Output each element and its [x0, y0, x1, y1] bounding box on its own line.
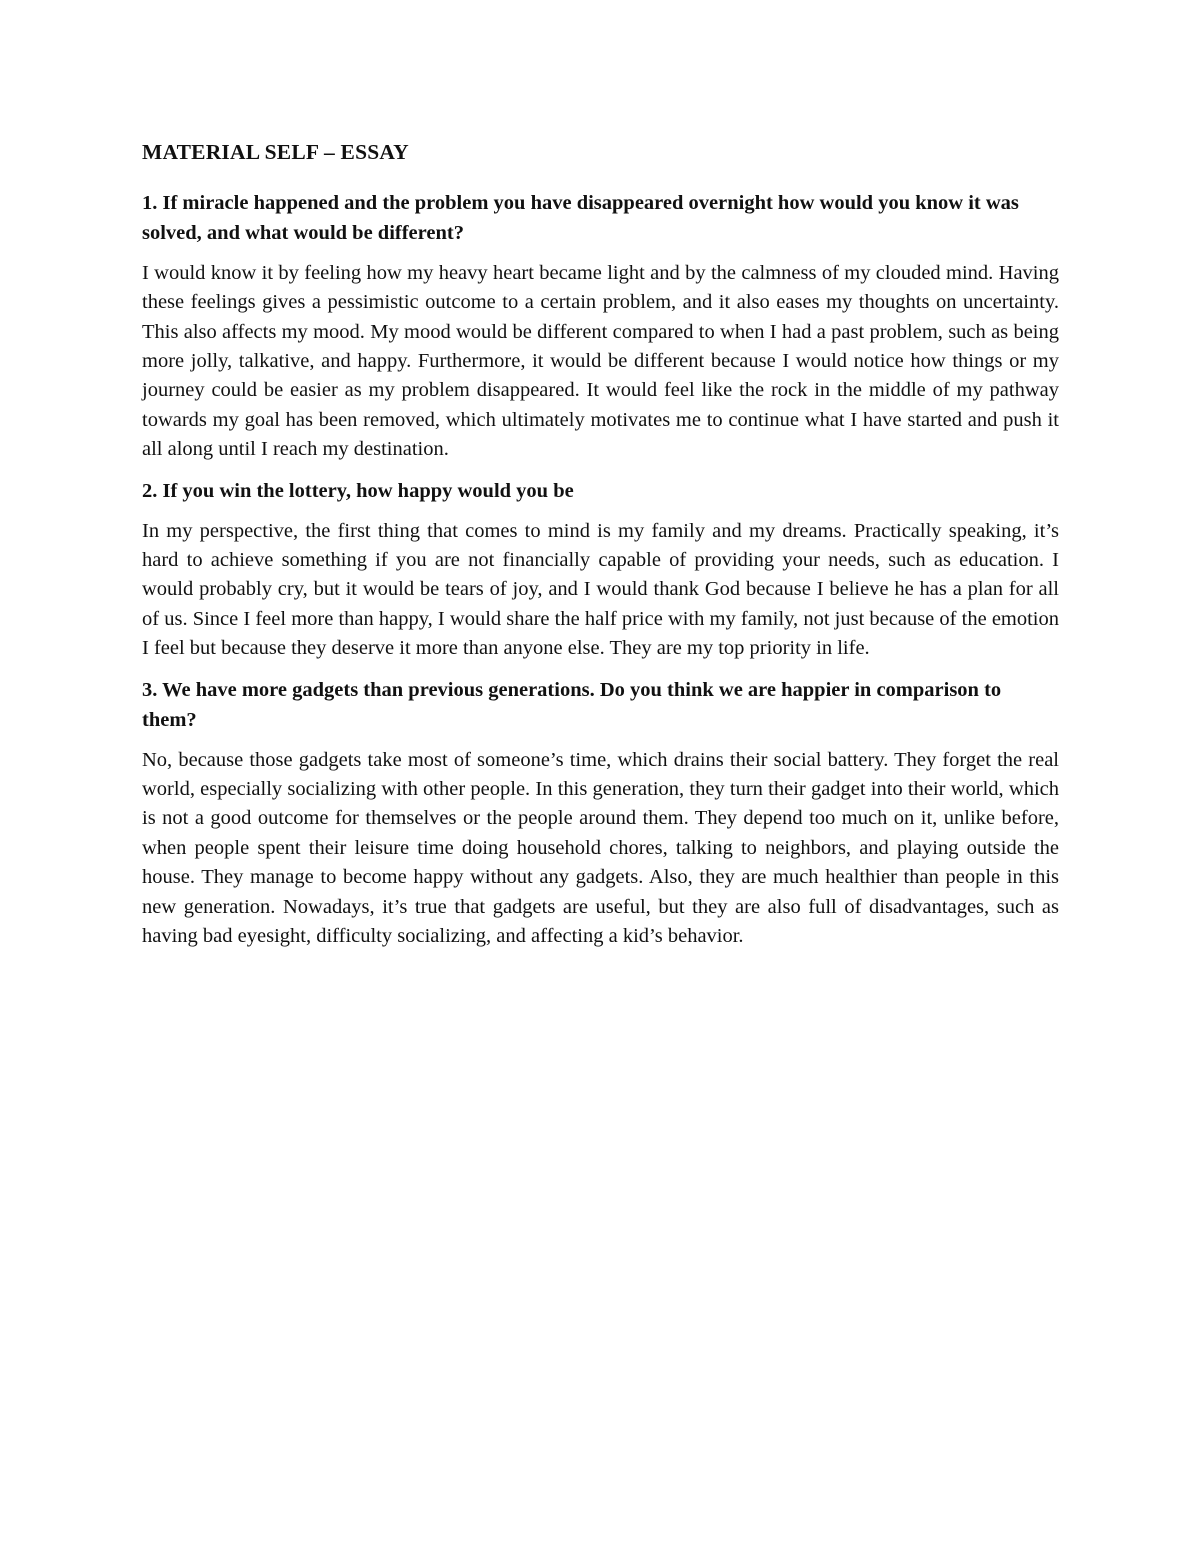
question-2: 2. If you win the lottery, how happy would you be — [142, 479, 574, 502]
answer-2: In my perspective, the first thing that comes to mind is my family and my dreams. Practically speaking, it’s hard to achieve something if you are not financially capable of providing your needs, such as education. I would probably cry, but it would be tears of joy, and I would thank God because I believe he has a plan for all of us. Since I feel more than happy, I would share the half price with my family, not just because of the emotion I feel but because they deserve it more than anyone else. They are my top priority in life. — [142, 519, 1059, 660]
answer-1: I would know it by feeling how my heavy heart became light and by the calmness of my clouded mind. Having these feelings gives a pessimistic outcome to a certain problem, and it also eases my thoughts on uncertainty. This also affects my mood. My mood would be different compared to when I had a past problem, such as being more jolly, talkative, and happy. Furthermore, it would be different because I would notice how things or my journey could be easier as my problem disappeared. It would feel like the rock in the middle of my pathway towards my goal has been removed, which ultimately motivates me to continue what I have started and push it all along until I reach my destination. — [142, 261, 1059, 461]
document-title: MATERIAL SELF – ESSAY — [142, 140, 409, 164]
question-1: 1. If miracle happened and the problem you have disappeared overnight how would you know it was solved, and what would be different? — [142, 191, 1019, 244]
answer-3: No, because those gadgets take most of someone’s time, which drains their social battery. They forget the real world, especially socializing with other people. In this generation, they turn their gadget into their world, which is not a good outcome for themselves or the people around them. They depend too much on it, unlike before, when people spent their leisure time doing household chores, talking to neighbors, and playing outside the house. They manage to become happy without any gadgets. Also, they are much healthier than people in this new generation. Nowadays, it’s true that gadgets are useful, but they are also full of disadvantages, such as having bad eyesight, difficulty socializing, and affecting a kid’s behavior. — [142, 748, 1059, 948]
document-page — [142, 140, 1059, 963]
question-3: 3. We have more gadgets than previous generations. Do you think we are happier in comparison to them? — [142, 678, 1002, 731]
